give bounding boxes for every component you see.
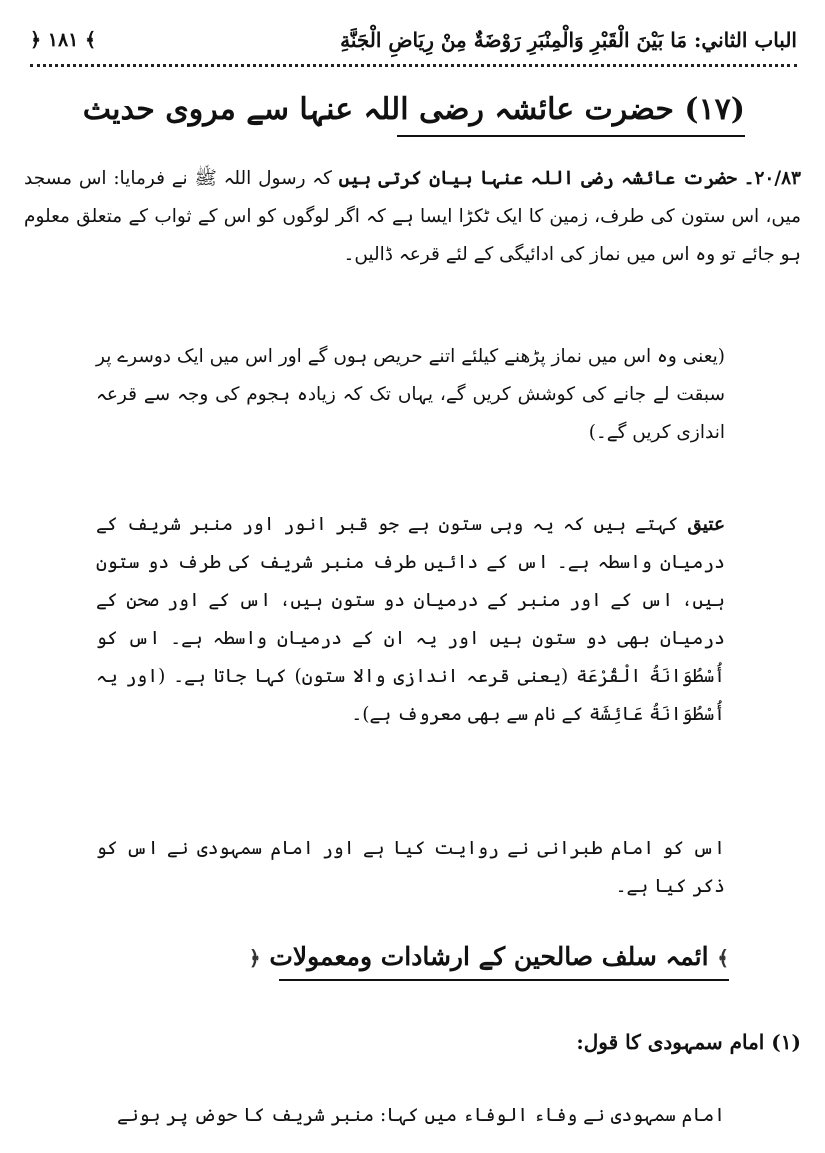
explanation-paragraph: (یعنی وہ اس میں نماز پڑھنے کیلئے اتنے حریص ہوں گے اور اس میں ایک دوسرے پر سبقت لے جانے کی کوشش کریں گے، یہاں تک کہ زیادہ ہجوم کی وجہ سے قرعہ اندازی کریں گے۔) — [96, 346, 725, 443]
last-line: امام سمہودی نے وفاء الوفاء میں کہا: منبر شریف کا حوض پر ہونے — [117, 1105, 725, 1126]
chapter-title: الباب الثاني: مَا بَيْنَ الْقَبْرِ وَالْمِنْبَرِ رَوْضَةٌ مِنْ رِيَاضِ الْجَنَّةِ — [340, 28, 797, 52]
hadith-text: کہ رسول اللہ ﷺ نے فرمایا: اس مسجد میں، اس ستون کی طرف، زمین کا ایک ٹکڑا ایسا ہے کہ اگر لوگوں کو اس کے ثواب کے متعلق معلوم ہو جائے تو وہ اس میں نماز کی ادائیگی کے لئے قرعہ ڈالیں۔ — [24, 168, 801, 265]
hadith-number: ۲۰/۸۳۔ — [743, 168, 801, 189]
page-number: ﴿ ۱۸۱ ﴾ — [30, 29, 97, 51]
ateeq-keyword: عتیق — [687, 514, 725, 535]
tabrani-paragraph: اس کو امام طبرانی نے روایت کیا ہے اور امام سمہودی نے اس کو ذکر کیا ہے۔ — [96, 838, 725, 897]
header-divider — [30, 64, 797, 67]
hadith-paragraph — [24, 160, 801, 274]
ornament-close-icon: ﴿ — [248, 946, 261, 970]
ateeq-paragraph — [96, 506, 725, 734]
subsection-heading — [248, 942, 729, 981]
running-header — [30, 22, 797, 58]
section-heading: (۱۷) حضرت عائشہ رضی اللہ عنہا سے مروی حدیث — [397, 92, 745, 137]
ornament-open-icon: ﴾ — [717, 946, 729, 970]
subsection-title: ائمہ سلف صالحین کے ارشادات ومعمولات — [269, 942, 709, 971]
sub-subheading: (۱) امام سمہودی کا قول: — [576, 1030, 801, 1054]
ateeq-text: کہتے ہیں کہ یہ وہی ستون ہے جو قبر انور اور منبر شریف کے درمیان واسطہ ہے۔ اس کے دائیں طرف منبر شریف کی طرف دو ستون ہیں، اس کے اور منبر کے درمیان دو ستون ہیں، اس کے اور صحن کے درمیان بھی دو ستون ہیں اور یہ ان کے درمیان واسطہ ہے۔ اس کو أُسْطُوَانَةُ الْقُرْعَة (یعنی قرعہ اندازی والا ستون) کہا جاتا ہے۔ (اور یہ أُسْطُوَانَةُ عَائِشَة کے نام سے بھی معروف ہے)۔ — [96, 514, 725, 725]
hadith-narrator: حضرت عائشہ رضی اللہ عنہا بیان کرتی ہیں — [338, 168, 737, 189]
